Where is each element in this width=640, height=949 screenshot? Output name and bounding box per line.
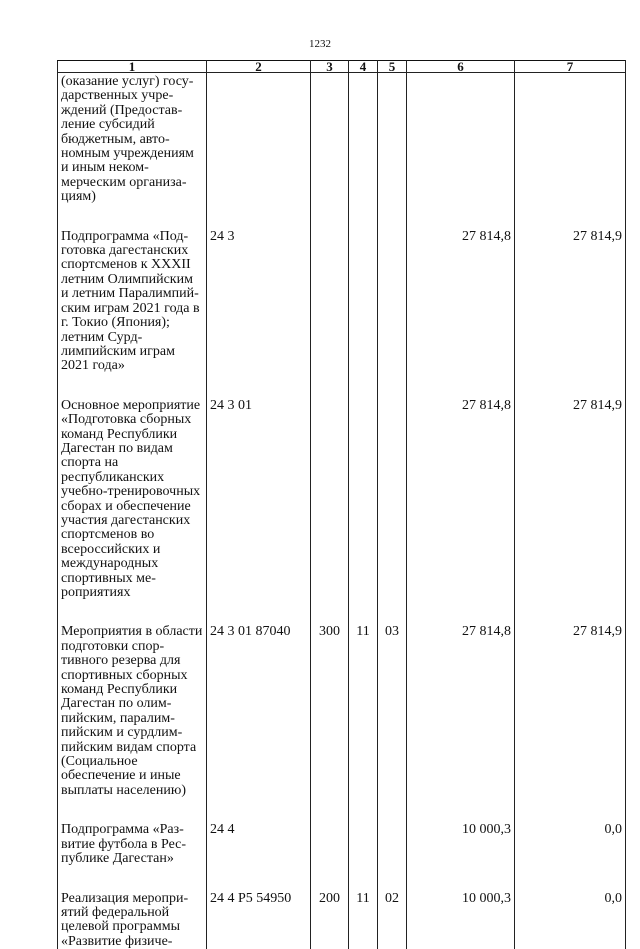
column-header-7: 7 xyxy=(515,61,626,73)
row-col6: 27 814,8 xyxy=(407,616,515,814)
row-col5 xyxy=(378,73,407,221)
row-col4: 11 xyxy=(349,883,378,949)
row-col3: 300 xyxy=(311,616,349,814)
row-name: Основное мероприятие «Подготовка сборных команд Республики Дагестан по видам спорта на республиканских учебно-тренировочных сборах и обеспечение участия дагестанских спортсменов во всероссийских и международных спортивных мероприятиях xyxy=(58,390,207,617)
row-code: 24 3 xyxy=(207,221,311,390)
table-row xyxy=(58,883,626,949)
row-col6: 27 814,8 xyxy=(407,390,515,617)
row-col7: 0,0 xyxy=(515,883,626,949)
row-col6 xyxy=(407,73,515,221)
row-name: Подпрограмма «Развитие футбола в Республике Дагестан» xyxy=(58,814,207,882)
row-col4: 11 xyxy=(349,616,378,814)
budget-table xyxy=(57,60,626,949)
table-row xyxy=(58,73,626,221)
column-header-5: 5 xyxy=(378,61,407,73)
table-row xyxy=(58,616,626,814)
row-col7: 0,0 xyxy=(515,814,626,882)
row-col7: 27 814,9 xyxy=(515,390,626,617)
row-col6: 10 000,3 xyxy=(407,814,515,882)
table-row xyxy=(58,814,626,882)
column-header-4: 4 xyxy=(349,61,378,73)
row-col5 xyxy=(378,221,407,390)
row-col5 xyxy=(378,814,407,882)
table-header-row xyxy=(58,61,626,73)
row-name: (оказание услуг) государственных учреждений (Предоставление субсидий бюджетным, автономным учреждениям и иным некоммерческим организациям) xyxy=(58,73,207,221)
row-col4 xyxy=(349,221,378,390)
row-code: 24 4 P5 54950 xyxy=(207,883,311,949)
row-col3 xyxy=(311,390,349,617)
row-col3 xyxy=(311,73,349,221)
table-row xyxy=(58,221,626,390)
row-code: 24 3 01 xyxy=(207,390,311,617)
row-col7: 27 814,9 xyxy=(515,616,626,814)
row-col3 xyxy=(311,221,349,390)
row-col4 xyxy=(349,814,378,882)
row-col3: 200 xyxy=(311,883,349,949)
page-number: 1232 xyxy=(0,38,640,50)
row-col4 xyxy=(349,73,378,221)
column-header-1: 1 xyxy=(58,61,207,73)
row-col3 xyxy=(311,814,349,882)
row-name: Реализация мероприятий федеральной целевой программы «Развитие физиче- xyxy=(58,883,207,949)
row-name: Подпрограмма «Подготовка дагестанских спортсменов к XXXII летним Олимпийским и летним Паралимпийским играм 2021 года в г. Токио (Япония); летним Сурдлимпийским играм 2021 года» xyxy=(58,221,207,390)
row-col5: 03 xyxy=(378,616,407,814)
row-code: 24 4 xyxy=(207,814,311,882)
row-col6: 27 814,8 xyxy=(407,221,515,390)
row-col4 xyxy=(349,390,378,617)
row-code: 24 3 01 87040 xyxy=(207,616,311,814)
row-name: Мероприятия в области подготовки спортивного резерва для спортивных сборных команд Республики Дагестан по олимпийским, паралимпийским и сурдлимпийским видам спорта (Социальное обеспечение и иные выплаты населению) xyxy=(58,616,207,814)
row-code xyxy=(207,73,311,221)
row-col5 xyxy=(378,390,407,617)
row-col5: 02 xyxy=(378,883,407,949)
row-col7: 27 814,9 xyxy=(515,221,626,390)
column-header-3: 3 xyxy=(311,61,349,73)
row-col6: 10 000,3 xyxy=(407,883,515,949)
column-header-6: 6 xyxy=(407,61,515,73)
column-header-2: 2 xyxy=(207,61,311,73)
table-row xyxy=(58,390,626,617)
row-col7 xyxy=(515,73,626,221)
